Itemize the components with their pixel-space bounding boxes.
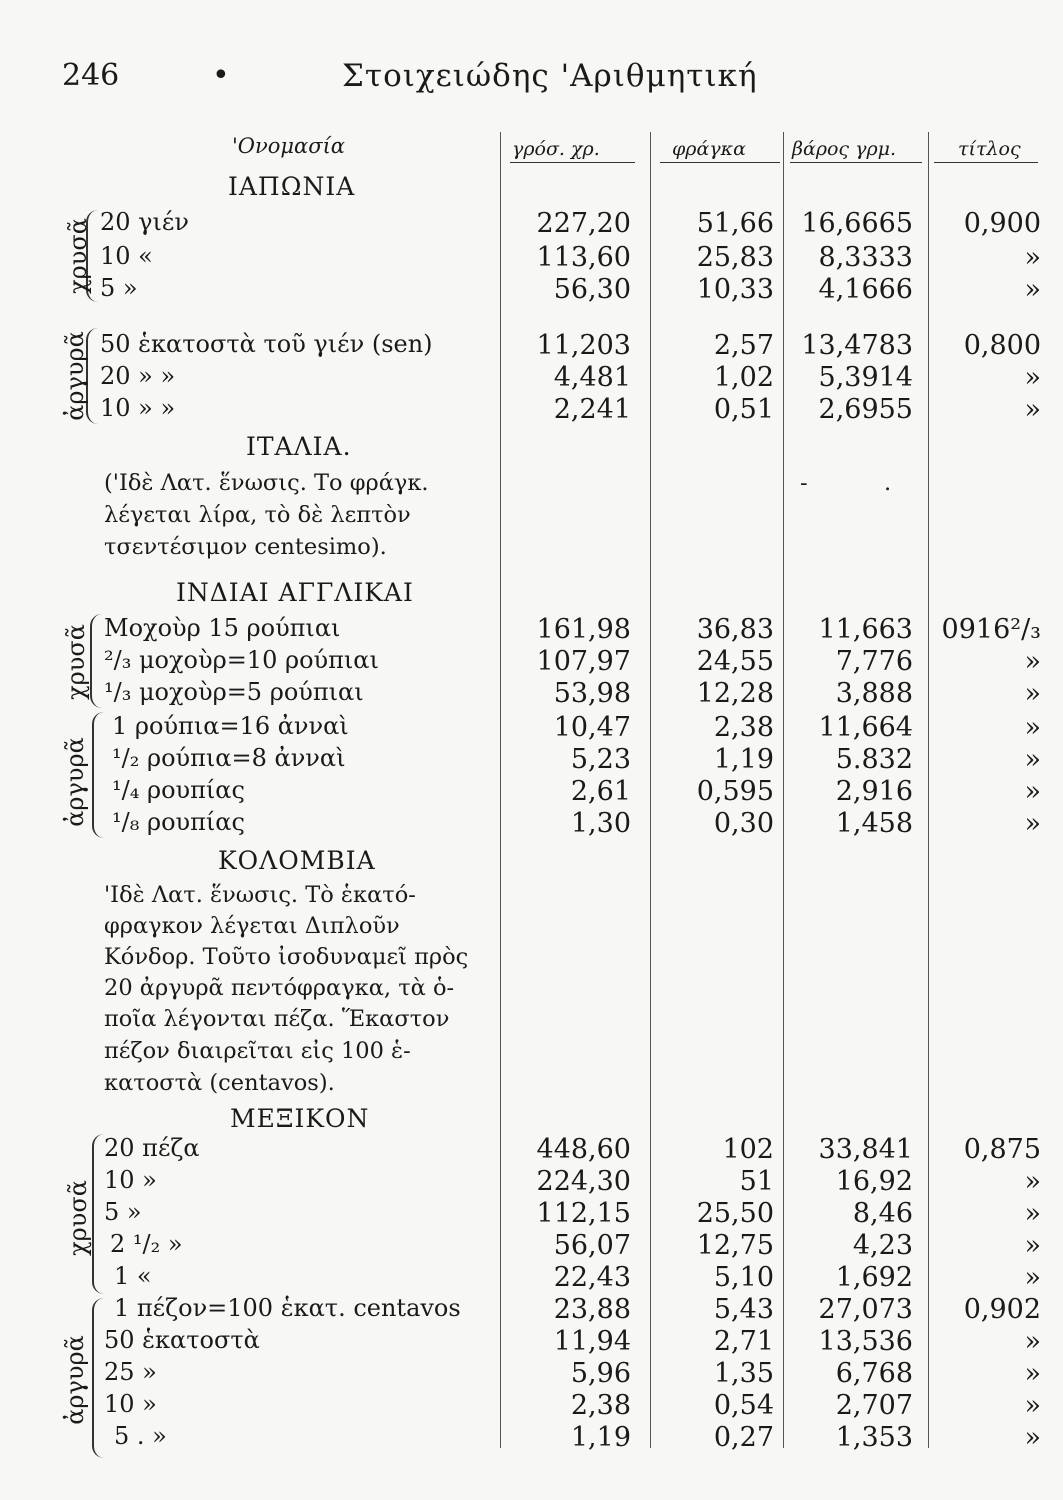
value-weight: 5,3914 [818,362,913,393]
coin-label: 20 γιέν [100,208,189,236]
value-weight: 11,663 [818,614,913,645]
value-piastres: 448,60 [536,1134,631,1165]
column-header-weight: βάρος γρμ. [792,138,897,160]
coin-label: ¹/₈ ρουπίας [112,808,245,836]
table-row [0,1166,1063,1198]
column-header-name: 'Ονομασία [232,134,345,158]
table-row [0,208,1063,240]
note-line: 20 ἀργυρᾶ πεντόφραγκα, τὰ ὁ- [104,975,455,1001]
note-line: λέγεται λίρα, τὸ δὲ λεπτὸν [104,502,411,528]
value-weight: 3,888 [835,678,913,709]
value-fineness: » [1024,274,1041,305]
value-piastres: 2,38 [570,1390,631,1421]
value-piastres: 11,203 [536,330,631,361]
table-row [0,274,1063,306]
value-francs: 36,83 [696,614,774,645]
value-piastres: 161,98 [536,614,631,645]
value-piastres: 10,47 [553,712,631,743]
value-piastres: 1,30 [570,808,631,839]
table-row [0,1262,1063,1294]
value-piastres: 2,241 [553,394,631,425]
value-fineness: » [1024,1198,1041,1229]
value-piastres: 11,94 [553,1326,631,1357]
value-weight: 2,916 [835,776,913,807]
table-row [0,646,1063,678]
dash-mark: - [800,470,808,496]
value-fineness: » [1024,1358,1041,1389]
value-weight: 4,1666 [818,274,913,305]
value-piastres: 113,60 [536,242,631,273]
value-fineness: » [1024,712,1041,743]
value-fineness: 0,900 [963,208,1041,239]
value-piastres: 112,15 [536,1198,631,1229]
value-francs: 0,54 [713,1390,774,1421]
value-piastres: 56,30 [553,274,631,305]
table-row [0,242,1063,274]
coin-label: 2 ¹/₂ » [110,1230,183,1258]
gold-label: χρυσᾶ [63,1180,92,1256]
page-title: Στοιχειώδης 'Αριθμητική [342,58,758,94]
value-francs: 1,02 [713,362,774,393]
note-line: φραγκον λέγεται Διπλοῦν [104,913,400,939]
header-underline [510,162,635,163]
value-piastres: 227,20 [536,208,631,239]
value-fineness: » [1024,678,1041,709]
value-fineness: » [1024,1262,1041,1293]
header-dot: • [212,58,230,93]
header-underline [934,162,1038,163]
coin-label: 1 « [114,1262,152,1290]
page-header [62,58,962,98]
value-fineness: 0916²/₃ [941,614,1041,645]
value-fineness: » [1024,1390,1041,1421]
coin-label: ¹/₃ μοχοὺρ=5 ρούπιαι [104,678,364,706]
coin-label: 10 » [104,1166,157,1194]
table-row [0,394,1063,426]
value-francs: 0,27 [713,1422,774,1453]
value-francs: 1,35 [713,1358,774,1389]
value-francs: 2,38 [713,712,774,743]
value-weight: 4,23 [852,1230,913,1261]
value-weight: 8,3333 [818,242,913,273]
value-weight: 33,841 [818,1134,913,1165]
coin-label: 5 » [104,1198,142,1226]
coin-label: 10 « [100,242,153,270]
value-fineness: 0,902 [963,1294,1041,1325]
header-underline [660,162,780,163]
note-line: ('Ιδὲ Λατ. ἕνωσις. Το φράγκ. [104,470,429,496]
value-weight: 13,4783 [801,330,913,361]
table-row [0,1326,1063,1358]
value-francs: 102 [722,1134,774,1165]
table-row [0,330,1063,362]
coin-label: 20 πέζα [104,1134,200,1162]
value-francs: 25,50 [696,1198,774,1229]
value-weight: 27,073 [818,1294,913,1325]
gold-label: χρυσᾶ [63,218,92,294]
table-row [0,678,1063,710]
value-weight: 2,707 [835,1390,913,1421]
value-piastres: 56,07 [553,1230,631,1261]
value-fineness: » [1024,1230,1041,1261]
value-fineness: » [1024,394,1041,425]
value-piastres: 5,23 [570,744,631,775]
note-line: πέζον διαιρεῖται εἰς 100 ἑ- [104,1038,411,1064]
coin-label: ²/₃ μοχοὺρ=10 ρούπιαι [104,646,379,674]
table-row [0,1198,1063,1230]
table-row [0,776,1063,808]
coin-label: 25 » [104,1358,157,1386]
value-francs: 2,71 [713,1326,774,1357]
coin-label: 20 » » [100,362,176,390]
value-weight: 6,768 [835,1358,913,1389]
table-row [0,1294,1063,1326]
dot-mark: . [884,470,892,496]
note-line: ποῖα λέγονται πέζα. Ἕκαστον [104,1006,450,1032]
coin-label: 10 » » [100,394,176,422]
value-francs: 10,33 [696,274,774,305]
value-piastres: 4,481 [553,362,631,393]
value-fineness: » [1024,776,1041,807]
table-row [0,744,1063,776]
value-francs: 24,55 [696,646,774,677]
value-piastres: 5,96 [570,1358,631,1389]
coin-label: 1 πέζον=100 ἑκατ. centavos [114,1294,461,1322]
section-title-colombia: ΚΟΛΟΜΒΙΑ [218,846,376,875]
coin-label: 1 ρούπια=16 ἀνναὶ [112,712,349,740]
value-francs: 1,19 [713,744,774,775]
value-weight: 7,776 [835,646,913,677]
value-fineness: » [1024,1422,1041,1453]
coin-label: 5 » [100,274,138,302]
gold-label: χρυσᾶ [61,624,90,700]
column-header-piastres: γρόσ. χρ. [512,138,600,160]
coin-label: Μοχοὺρ 15 ρούπιαι [104,614,341,642]
section-title-mexico: ΜΕΞΙΚΟΝ [230,1104,370,1133]
value-francs: 0,595 [696,776,774,807]
section-title-italy: ΙΤΑΛΙΑ. [246,432,352,461]
coin-label: 50 ἑκατοστὰ τοῦ γιέν (sen) [100,330,433,358]
note-line: 'Ιδὲ Λατ. ἕνωσις. Τὸ ἑκατό- [104,882,416,908]
value-fineness: » [1024,362,1041,393]
value-piastres: 1,19 [570,1422,631,1453]
silver-label: ἀργυρᾶ [60,1335,89,1425]
value-francs: 12,75 [696,1230,774,1261]
silver-label: ἀργυρᾶ [60,331,89,421]
table-row [0,1230,1063,1262]
value-fineness: » [1024,242,1041,273]
value-weight: 1,692 [835,1262,913,1293]
value-weight: 16,92 [835,1166,913,1197]
table-row [0,1422,1063,1454]
value-piastres: 224,30 [536,1166,631,1197]
value-piastres: 23,88 [553,1294,631,1325]
value-weight: 8,46 [852,1198,913,1229]
value-weight: 16,6665 [801,208,913,239]
value-fineness: » [1024,744,1041,775]
value-weight: 1,353 [835,1422,913,1453]
value-fineness: » [1024,1326,1041,1357]
value-francs: 25,83 [696,242,774,273]
value-francs: 5,43 [713,1294,774,1325]
value-francs: 51 [739,1166,774,1197]
value-weight: 5.832 [835,744,913,775]
value-fineness: 0,800 [963,330,1041,361]
note-line: Κόνδορ. Τοῦτο ἰσοδυναμεῖ πρὸς [104,944,469,970]
column-header-francs: φράγκα [672,138,746,160]
page-number: 246 [62,58,120,93]
value-weight: 2,6955 [818,394,913,425]
value-weight: 11,664 [818,712,913,743]
value-fineness: 0,875 [963,1134,1041,1165]
value-piastres: 107,97 [536,646,631,677]
note-line: τσεντέσιμον centesimo). [104,534,387,560]
coin-label: 50 ἑκατοστὰ [104,1326,260,1354]
value-francs: 0,51 [713,394,774,425]
table-row [0,1134,1063,1166]
silver-label: ἀργυρᾶ [60,737,89,827]
coin-label: ¹/₄ ρουπίας [112,776,245,804]
value-francs: 5,10 [713,1262,774,1293]
value-piastres: 22,43 [553,1262,631,1293]
column-header-fineness: τίτλος [958,138,1021,160]
table-row [0,1390,1063,1422]
value-weight: 1,458 [835,808,913,839]
value-fineness: » [1024,646,1041,677]
table-row [0,614,1063,646]
section-title-japan: ΙΑΠΩΝΙΑ [228,172,356,201]
column-headers [0,130,1063,170]
table-row [0,1358,1063,1390]
coin-label: ¹/₂ ρούπια=8 ἀνναὶ [112,744,346,772]
note-line: κατοστὰ (centavos). [104,1070,335,1096]
value-fineness: » [1024,1166,1041,1197]
coin-label: 5 . » [114,1422,167,1450]
coin-label: 10 » [104,1390,157,1418]
value-weight: 13,536 [818,1326,913,1357]
value-fineness: » [1024,808,1041,839]
table-row [0,712,1063,744]
value-piastres: 53,98 [553,678,631,709]
value-francs: 2,57 [713,330,774,361]
value-piastres: 2,61 [570,776,631,807]
value-francs: 12,28 [696,678,774,709]
section-title-india: ΙΝΔΙΑΙ ΑΓΓΛΙΚΑΙ [176,578,414,607]
header-underline [790,162,922,163]
table-row [0,362,1063,394]
value-francs: 51,66 [696,208,774,239]
table-row [0,808,1063,840]
value-francs: 0,30 [713,808,774,839]
